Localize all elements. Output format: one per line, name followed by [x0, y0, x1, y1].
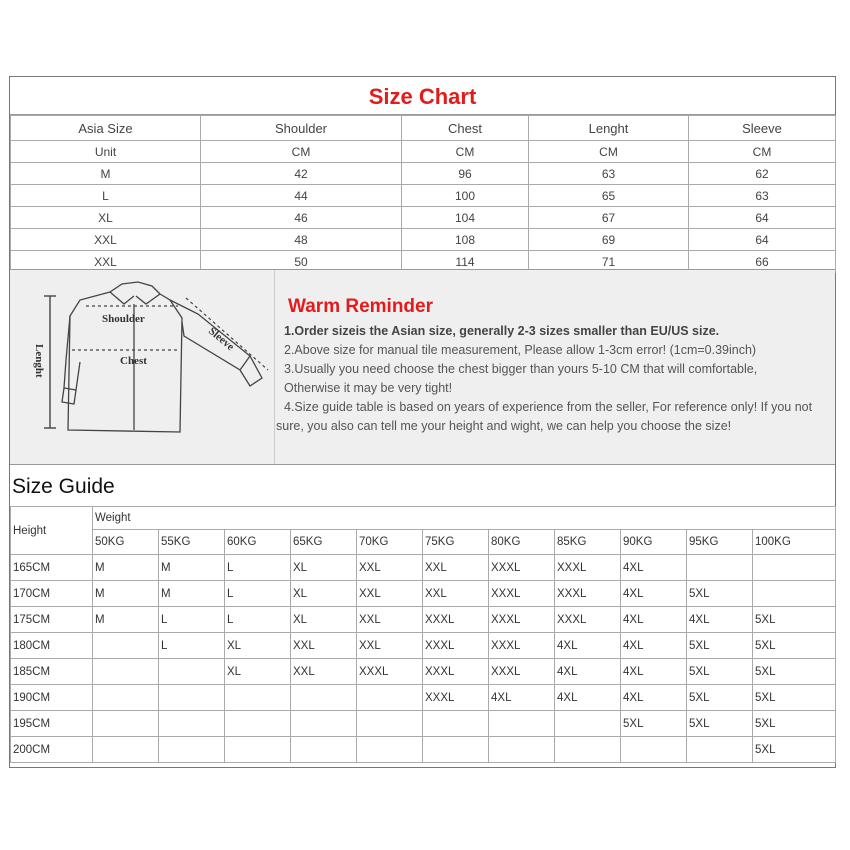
- size-chart-cell: 50: [201, 251, 402, 273]
- size-cell: XL: [225, 633, 291, 659]
- size-cell: 4XL: [621, 685, 687, 711]
- size-cell: 5XL: [687, 685, 753, 711]
- weight-header-cell: 100KG: [753, 530, 836, 555]
- reminder-line-3a: 3.Usually you need choose the chest bigger than yours 5-10 CM that will comfortable,: [284, 362, 758, 376]
- size-cell: 5XL: [753, 737, 836, 763]
- warm-reminder-title: Warm Reminder: [288, 296, 433, 317]
- size-cell: 4XL: [555, 659, 621, 685]
- size-cell: XL: [225, 659, 291, 685]
- size-cell: XL: [291, 555, 357, 581]
- size-chart-cell: Unit: [11, 141, 201, 163]
- size-cell: XXXL: [489, 607, 555, 633]
- size-cell: 4XL: [621, 581, 687, 607]
- size-cell: L: [159, 607, 225, 633]
- weight-header-cell: 85KG: [555, 530, 621, 555]
- size-cell: [225, 685, 291, 711]
- size-cell: 4XL: [621, 659, 687, 685]
- reminder-line-4a: 4.Size guide table is based on years of experience from the seller, For reference only! If you not: [284, 400, 813, 414]
- size-chart-cell: 63: [689, 185, 836, 207]
- size-chart-row: [11, 141, 836, 163]
- size-cell: XXXL: [423, 685, 489, 711]
- size-cell: M: [159, 581, 225, 607]
- size-chart-cell: 69: [529, 229, 689, 251]
- size-chart-cell: CM: [201, 141, 402, 163]
- size-cell: XXXL: [357, 659, 423, 685]
- size-chart-cell: 67: [529, 207, 689, 229]
- size-cell: [357, 685, 423, 711]
- size-cell: 4XL: [489, 685, 555, 711]
- size-cell: [357, 737, 423, 763]
- size-guide-row: [11, 607, 836, 633]
- size-cell: [489, 711, 555, 737]
- diagram-label-sleeve: Sleeve: [206, 325, 237, 354]
- shirt-icon: [10, 270, 274, 464]
- size-chart-cell: 44: [201, 185, 402, 207]
- size-cell: M: [93, 555, 159, 581]
- size-cell: XXXL: [555, 581, 621, 607]
- size-cell: [423, 737, 489, 763]
- size-cell: [555, 711, 621, 737]
- size-cell: XXXL: [423, 633, 489, 659]
- size-cell: 4XL: [555, 633, 621, 659]
- size-guide-row: [11, 633, 836, 659]
- height-cell: 190CM: [11, 685, 93, 711]
- size-cell: [489, 737, 555, 763]
- size-cell: [159, 685, 225, 711]
- height-cell: 170CM: [11, 581, 93, 607]
- weight-header-cell: 65KG: [291, 530, 357, 555]
- size-cell: [687, 737, 753, 763]
- size-chart-cell: M: [11, 163, 201, 185]
- size-cell: 4XL: [687, 607, 753, 633]
- size-cell: 4XL: [621, 633, 687, 659]
- weight-header-cell: 55KG: [159, 530, 225, 555]
- height-cell: 165CM: [11, 555, 93, 581]
- size-cell: [93, 685, 159, 711]
- size-chart-cell: 114: [402, 251, 529, 273]
- size-chart-title: Size Chart: [10, 77, 835, 115]
- size-chart-row: [11, 229, 836, 251]
- header-shoulder: Shoulder: [201, 116, 402, 141]
- shirt-measurement-diagram: [10, 270, 275, 464]
- diagram-label-shoulder: Shoulder: [102, 313, 145, 325]
- size-cell: XXXL: [555, 607, 621, 633]
- size-guide-row: [11, 581, 836, 607]
- size-chart-cell: 42: [201, 163, 402, 185]
- size-guide-row: [11, 737, 836, 763]
- size-cell: XXL: [357, 633, 423, 659]
- reminder-line-1: 1.Order sizeis the Asian size, generally 2-3 sizes smaller than EU/US size.: [284, 324, 720, 338]
- size-cell: 5XL: [687, 711, 753, 737]
- weight-values-row: [11, 530, 836, 555]
- diagram-label-length: Lenght: [33, 344, 45, 378]
- height-cell: 180CM: [11, 633, 93, 659]
- size-chart-cell: 62: [689, 163, 836, 185]
- size-cell: 4XL: [621, 607, 687, 633]
- size-cell: 4XL: [555, 685, 621, 711]
- size-guide-row: [11, 685, 836, 711]
- size-cell: [291, 737, 357, 763]
- size-chart-cell: 64: [689, 207, 836, 229]
- size-cell: [93, 737, 159, 763]
- height-cell: 185CM: [11, 659, 93, 685]
- size-chart-cell: 108: [402, 229, 529, 251]
- size-chart-table: [10, 115, 836, 273]
- size-cell: 4XL: [621, 555, 687, 581]
- weight-column-header: Weight: [93, 507, 836, 530]
- size-cell: [159, 711, 225, 737]
- size-cell: 5XL: [687, 659, 753, 685]
- weight-header-cell: 95KG: [687, 530, 753, 555]
- height-cell: 195CM: [11, 711, 93, 737]
- size-chart-cell: 71: [529, 251, 689, 273]
- size-cell: [159, 659, 225, 685]
- size-cell: [159, 737, 225, 763]
- reminder-line-4b: sure, you also can tell me your height and wight, we can help you choose the size!: [276, 419, 732, 433]
- size-cell: XXL: [357, 555, 423, 581]
- size-guide-title: Size Guide: [12, 475, 115, 498]
- weight-header-cell: 80KG: [489, 530, 555, 555]
- size-cell: [93, 633, 159, 659]
- size-cell: L: [159, 633, 225, 659]
- size-chart-row: [11, 185, 836, 207]
- size-chart-body: [11, 141, 836, 273]
- reminder-text: [276, 322, 832, 436]
- weight-header-cell: 90KG: [621, 530, 687, 555]
- height-cell: 175CM: [11, 607, 93, 633]
- size-cell: XXL: [291, 659, 357, 685]
- size-chart-cell: 46: [201, 207, 402, 229]
- size-chart-cell: XL: [11, 207, 201, 229]
- reminder-line-3b: Otherwise it may be very tight!: [284, 381, 453, 395]
- size-chart-cell: XXL: [11, 229, 201, 251]
- size-cell: XXL: [291, 633, 357, 659]
- size-cell: XXXL: [489, 581, 555, 607]
- size-cell: [753, 555, 836, 581]
- size-cell: M: [93, 581, 159, 607]
- size-guide-body: [11, 507, 836, 763]
- size-cell: XXXL: [489, 555, 555, 581]
- size-cell: XXXL: [489, 633, 555, 659]
- size-cell: XXXL: [555, 555, 621, 581]
- size-cell: L: [225, 607, 291, 633]
- height-cell: 200CM: [11, 737, 93, 763]
- size-cell: XL: [291, 607, 357, 633]
- diagram-label-chest: Chest: [120, 355, 147, 367]
- size-cell: M: [159, 555, 225, 581]
- size-chart-frame: [9, 76, 836, 768]
- size-guide-row: [11, 711, 836, 737]
- size-chart-cell: 48: [201, 229, 402, 251]
- size-cell: [621, 737, 687, 763]
- size-cell: XXXL: [423, 659, 489, 685]
- size-cell: 5XL: [753, 711, 836, 737]
- size-cell: [93, 711, 159, 737]
- weight-header-cell: 70KG: [357, 530, 423, 555]
- size-chart-cell: 66: [689, 251, 836, 273]
- size-cell: [93, 659, 159, 685]
- size-cell: L: [225, 581, 291, 607]
- size-cell: XXXL: [423, 607, 489, 633]
- size-chart-cell: CM: [529, 141, 689, 163]
- size-cell: [291, 711, 357, 737]
- size-cell: 5XL: [687, 581, 753, 607]
- size-chart-header-row: [11, 116, 836, 141]
- size-cell: [225, 711, 291, 737]
- size-cell: XL: [291, 581, 357, 607]
- size-cell: 5XL: [621, 711, 687, 737]
- size-chart-row: [11, 207, 836, 229]
- weight-header-cell: 75KG: [423, 530, 489, 555]
- size-cell: [555, 737, 621, 763]
- size-cell: [423, 711, 489, 737]
- reminder-line-2: 2.Above size for manual tile measurement, Please allow 1-3cm error! (1cm=0.39inch): [284, 343, 757, 357]
- size-cell: XXL: [423, 555, 489, 581]
- size-cell: [687, 555, 753, 581]
- size-chart-cell: 63: [529, 163, 689, 185]
- size-cell: L: [225, 555, 291, 581]
- size-chart-cell: L: [11, 185, 201, 207]
- size-chart-cell: 100: [402, 185, 529, 207]
- size-cell: [357, 711, 423, 737]
- weight-header-cell: 50KG: [93, 530, 159, 555]
- weight-header-cell: 60KG: [225, 530, 291, 555]
- header-length: Lenght: [529, 116, 689, 141]
- size-chart-cell: 96: [402, 163, 529, 185]
- size-guide-row: [11, 555, 836, 581]
- size-cell: 5XL: [753, 659, 836, 685]
- size-chart-cell: CM: [402, 141, 529, 163]
- size-cell: XXXL: [489, 659, 555, 685]
- size-cell: XXL: [357, 581, 423, 607]
- height-column-header: Height: [11, 507, 93, 555]
- size-cell: 5XL: [687, 633, 753, 659]
- size-cell: 5XL: [753, 607, 836, 633]
- weight-label-row: [11, 507, 836, 530]
- size-cell: XXL: [423, 581, 489, 607]
- header-sleeve: Sleeve: [689, 116, 836, 141]
- size-cell: M: [93, 607, 159, 633]
- size-cell: [291, 685, 357, 711]
- size-cell: [225, 737, 291, 763]
- size-cell: [753, 581, 836, 607]
- size-chart-row: [11, 163, 836, 185]
- header-chest: Chest: [402, 116, 529, 141]
- size-chart-cell: 104: [402, 207, 529, 229]
- size-chart-cell: 65: [529, 185, 689, 207]
- size-chart-cell: 64: [689, 229, 836, 251]
- size-cell: XXL: [357, 607, 423, 633]
- header-asia-size: Asia Size: [11, 116, 201, 141]
- size-cell: 5XL: [753, 685, 836, 711]
- size-guide-row: [11, 659, 836, 685]
- size-guide-table: [10, 506, 836, 763]
- size-chart-cell: CM: [689, 141, 836, 163]
- warm-reminder-panel: [10, 269, 835, 465]
- size-chart-cell: XXL: [11, 251, 201, 273]
- size-cell: 5XL: [753, 633, 836, 659]
